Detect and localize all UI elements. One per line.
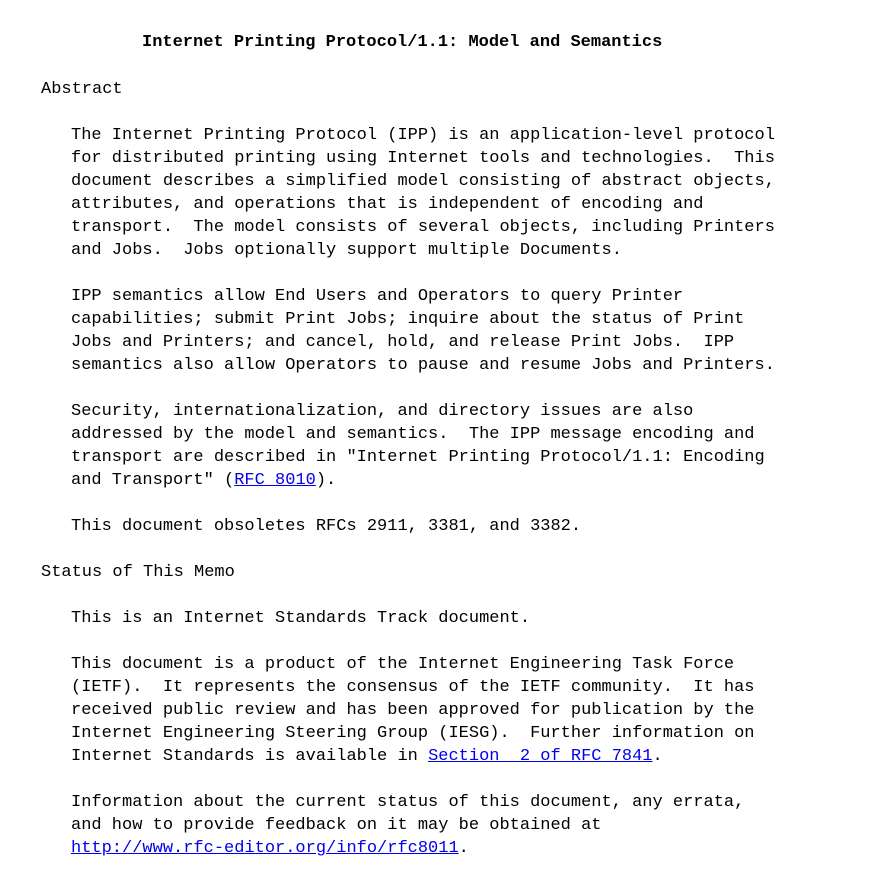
abstract-paragraph-3 <box>71 400 871 492</box>
text-line <box>71 745 871 768</box>
text-line: for distributed printing using Internet tools and technologies. This <box>71 149 775 168</box>
text-line: IPP semantics allow End Users and Operators to query Printer <box>71 287 684 306</box>
text-line <box>71 469 871 492</box>
rfc-8010-link[interactable]: RFC 8010 <box>234 471 316 490</box>
abstract-paragraph-2 <box>71 285 871 377</box>
text-line: received public review and has been approved for publication by the <box>71 701 755 720</box>
text-line: Jobs and Printers; and cancel, hold, and release Print Jobs. IPP <box>71 333 735 352</box>
text-span: ). <box>315 471 337 490</box>
text-line: This is an Internet Standards Track document. <box>71 609 531 628</box>
text-span: . <box>458 839 469 858</box>
status-heading: Status of This Memo <box>41 563 235 582</box>
text-line: The Internet Printing Protocol (IPP) is an application-level protocol <box>71 126 775 145</box>
text-span: Internet Standards is available in <box>71 747 429 766</box>
rfc-7841-section-link[interactable]: Section 2 of RFC 7841 <box>428 747 653 766</box>
text-line: and Jobs. Jobs optionally support multiple Documents. <box>71 241 622 260</box>
text-line: capabilities; submit Print Jobs; inquire about the status of Print <box>71 310 745 329</box>
text-line <box>71 837 871 860</box>
text-line: and how to provide feedback on it may be obtained at <box>71 816 602 835</box>
status-paragraph-2 <box>71 653 871 768</box>
text-line: Internet Engineering Steering Group (IESG). Further information on <box>71 724 755 743</box>
status-paragraph-1 <box>71 607 871 630</box>
text-line: (IETF). It represents the consensus of the IETF community. It has <box>71 678 755 697</box>
abstract-heading: Abstract <box>41 80 123 99</box>
text-line: transport are described in "Internet Printing Protocol/1.1: Encoding <box>71 448 765 467</box>
abstract-paragraph-1 <box>71 124 871 262</box>
text-line: This document obsoletes RFCs 2911, 3381, and 3382. <box>71 517 582 536</box>
text-span: . <box>652 747 663 766</box>
text-span: and Transport" ( <box>71 471 235 490</box>
abstract-paragraph-4 <box>71 515 871 538</box>
text-line: Security, internationalization, and directory issues are also <box>71 402 694 421</box>
text-line: semantics also allow Operators to pause and resume Jobs and Printers. <box>71 356 775 375</box>
rfc-editor-info-link[interactable]: http://www.rfc-editor.org/info/rfc8011 <box>71 839 459 858</box>
text-line: document describes a simplified model consisting of abstract objects, <box>71 172 775 191</box>
text-line: Information about the current status of this document, any errata, <box>71 793 745 812</box>
text-line: transport. The model consists of several objects, including Printers <box>71 218 775 237</box>
text-line: attributes, and operations that is independent of encoding and <box>71 195 704 214</box>
document-title: Internet Printing Protocol/1.1: Model and Semantics <box>142 33 663 52</box>
status-paragraph-3 <box>71 791 871 860</box>
text-line: addressed by the model and semantics. The IPP message encoding and <box>71 425 755 444</box>
text-line: This document is a product of the Internet Engineering Task Force <box>71 655 735 674</box>
